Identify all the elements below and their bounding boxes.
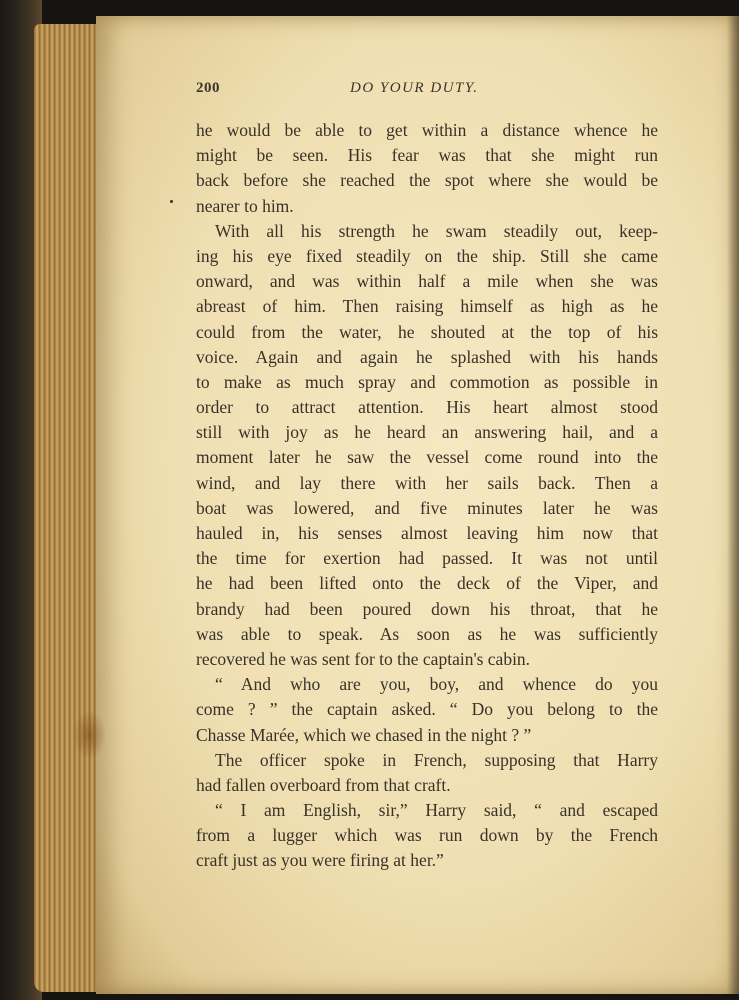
text-line: ing his eye fixed steadily on the ship. Still she came <box>196 245 658 266</box>
text-line: voice. Again and again he splashed with his hands <box>196 346 658 367</box>
text-line: nearer to him. <box>196 195 294 216</box>
text-line: moment later he saw the vessel come round into the <box>196 447 658 468</box>
text-line: boat was lowered, and five minutes later he was <box>196 497 658 518</box>
page-number: 200 <box>196 80 220 96</box>
text-line: abreast of him. Then raising himself as high as he <box>196 296 658 317</box>
text-line: to make as much spray and commotion as possible in <box>196 371 658 392</box>
page-stain <box>72 710 106 760</box>
text-line: back before she reached the spot where she would be <box>196 170 658 191</box>
text-line: “ And who are you, boy, and whence do you <box>215 674 658 695</box>
text-line: could from the water, he shouted at the top of his <box>196 321 658 342</box>
text-line: he would be able to get within a distance whence he <box>196 120 658 140</box>
text-line: “ I am English, sir,” Harry said, “ and escaped <box>215 800 658 821</box>
text-line: was able to speak. As soon as he was sufficiently <box>196 623 658 644</box>
text-line: brandy had been poured down his throat, that he <box>196 598 658 619</box>
text-line: craft just as you were firing at her.” <box>196 850 444 871</box>
text-line: hauled in, his senses almost leaving him now that <box>196 523 658 543</box>
page-gutter-shadow <box>727 16 739 994</box>
text-line: might be seen. His fear was that she might run <box>196 145 658 166</box>
text-line: Chasse Marée, which we chased in the night ? ” <box>196 724 532 745</box>
text-line: the time for exertion had passed. It was not until <box>196 548 658 569</box>
running-head <box>196 80 658 104</box>
text-line: had fallen overboard from that craft. <box>196 774 451 795</box>
text-line: from a lugger which was run down by the French <box>196 825 658 846</box>
body-text <box>196 118 658 874</box>
ink-speck <box>170 200 173 203</box>
page-edges <box>34 24 104 992</box>
text-line: With all his strength he swam steadily out, keep- <box>215 220 658 241</box>
running-title: DO YOUR DUTY. <box>350 80 479 96</box>
text-line: wind, and lay there with her sails back. Then a <box>196 472 658 493</box>
text-line: still with joy as he heard an answering hail, and a <box>196 422 658 443</box>
text-line: recovered he was sent for to the captain's cabin. <box>196 648 531 669</box>
text-line: onward, and was within half a mile when she was <box>196 271 658 292</box>
text-line: order to attract attention. His heart almost stood <box>196 397 658 418</box>
text-line: he had been lifted onto the deck of the Viper, and <box>196 573 658 594</box>
text-line: The officer spoke in French, supposing that Harry <box>215 749 658 770</box>
text-line: come ? ” the captain asked. “ Do you belong to the <box>196 699 658 720</box>
